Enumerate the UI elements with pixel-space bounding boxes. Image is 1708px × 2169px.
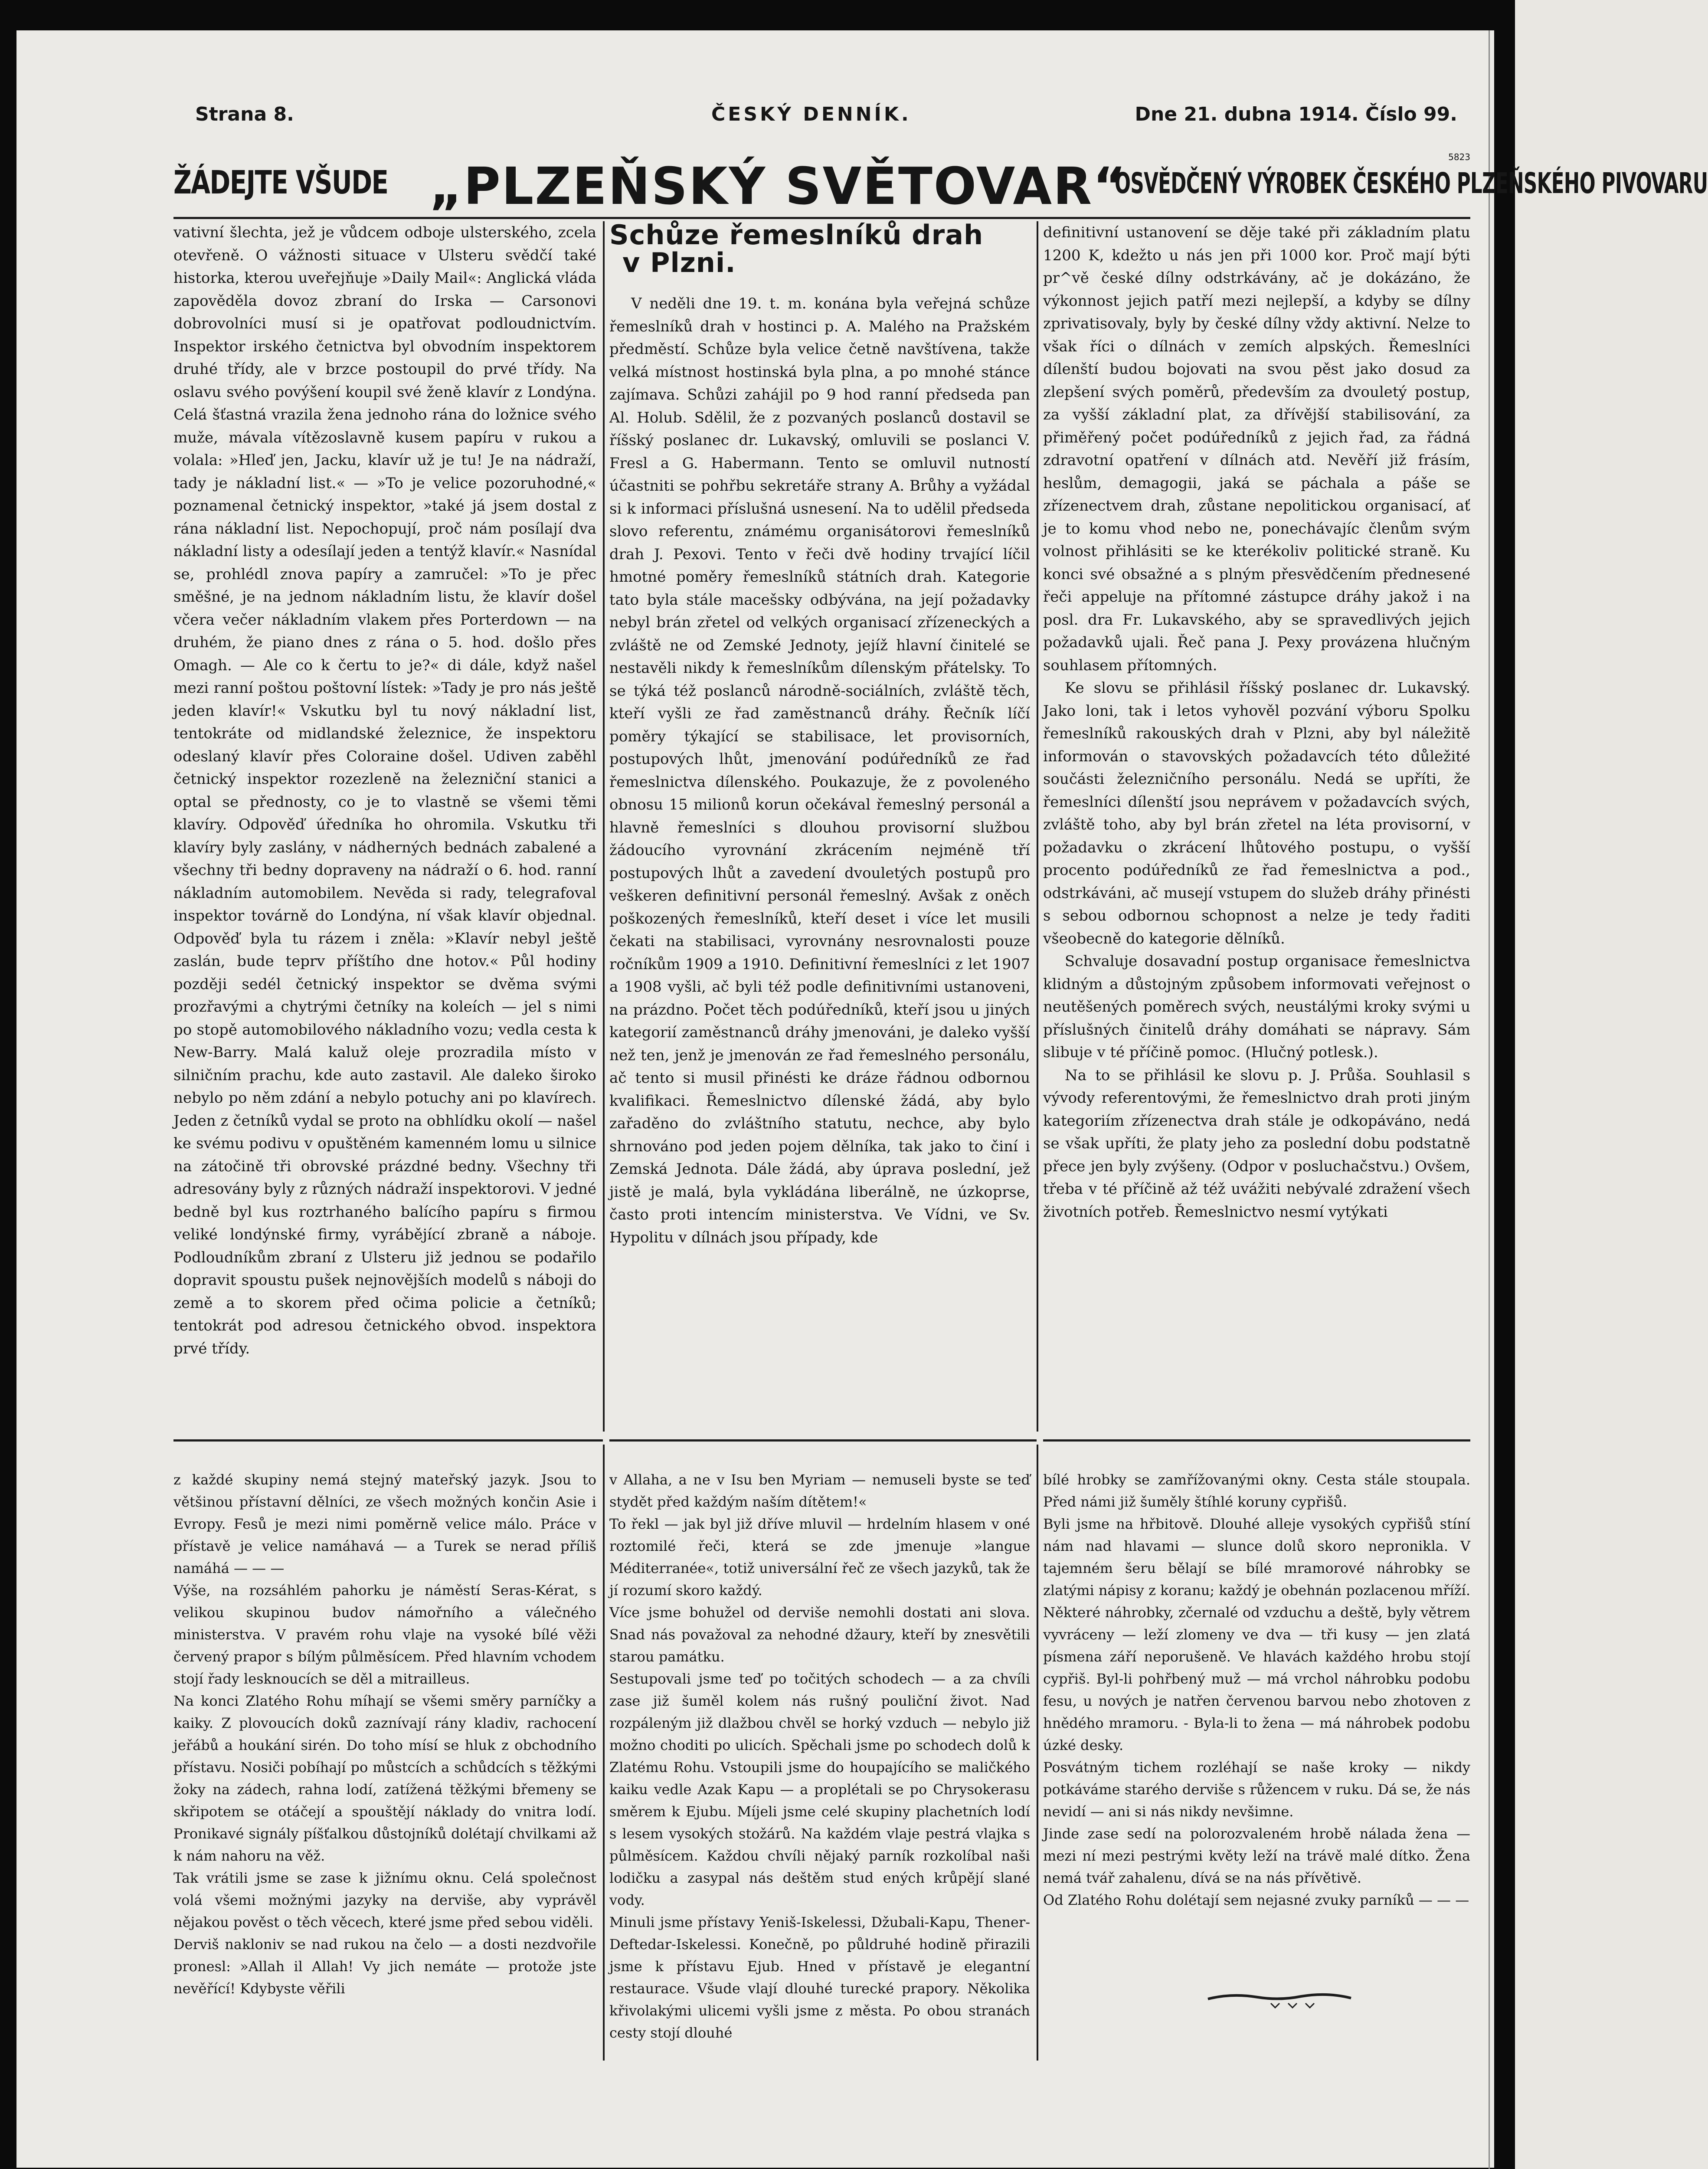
running-header bbox=[187, 103, 1457, 134]
column-rule-1 bbox=[603, 221, 605, 1432]
column-rule-4 bbox=[1037, 1445, 1038, 2061]
advertisement-banner bbox=[173, 152, 1708, 221]
feuilleton-right-text: bílé hrobky se zamřížovanými okny. Cesta stále stoupala. Před námi již šuměly štíhlé koruny cypřišů. Byli jsme na hřbitově. Dlouhé alleje vysokých cypřišů stíní nám nad hlavami — slunce dolů skoro nepronikla. V tajemném šeru bělají se bílé mramorové náhrobky se zlatými nápisy z koranu; každý je obehnán pozlacenou mříží. Některé náhrobky, zčernalé od vzduchu a deště, byly větrem vyvráceny — leží zlomeny ve dva — tři kusy — jen zlatá písmena září neporušeně. Ve hlavách každého hrobu stojí cypřiš. Byl-li pohřbený muž — má vrchol náhrobku podobu fesu, u nových je natřen červenou barvou nebo zhotoven z hnědého mramoru. - Byla-li to žena — má náhrobek podobu úzké desky. Posvátným tichem rozléhají se naše kroky — nikdy potkáváme starého derviše s růžencem v ruku. Dá se, že nás nevidí — ani si nás nikdy nevšimne. Jinde zase sedí na polorozvaleném hrobě nálada žena — mezi ní mezi pestrými květy leží na trávě malé dítko. Žena nemá tvář zahalenu, dívá se na nás přívětivě. Od Zlatého Rohu dolétají sem nejasné zvuky parníků — — — bbox=[1043, 1471, 1470, 1908]
section-rule-left bbox=[173, 1439, 603, 1442]
banner-corner-number: 5823 bbox=[1448, 152, 1470, 162]
article-title-line2: v Plzni. bbox=[622, 247, 736, 278]
banner-brand: „PLZEŇSKÝ SVĚTOVAR“ bbox=[429, 156, 1127, 216]
issue-date: Dne 21. dubna 1914. Číslo 99. bbox=[1135, 103, 1457, 125]
middle-column bbox=[609, 221, 1030, 1249]
column-rule-3 bbox=[603, 1445, 605, 2061]
right-column bbox=[1043, 221, 1470, 1223]
article-title-line1: Schůze řemeslníků drah bbox=[609, 219, 984, 251]
feuilleton-right-column bbox=[1043, 1447, 1470, 1933]
left-column-text: vativní šlechta, jež je vůdcem odboje ulsterského, zcela otevřeně. O vážnosti situace v Ulsteru svědčí také historka, kterou uveřejňuje »Daily Mail«: Anglická vláda zapověděla dovoz zbraní do Irska — Carsonovi dobrovolníci musí si je opatřovat podloudnictvím. Inspektor irského četnictva byl obvodním inspektorem druhé třídy, ale v brzce postoupil do prvé třídy. Na oslavu svého povýšení koupil své ženě klavír z Londýna. Celá šťastná vrazila žena jednoho rána do ložnice svého muže, mávala vítězoslavně kusem papíru v rukou a volala: »Hleď jen, Jacku, klavír už je tu! Je na nádraží, tady je nákladní list.« — »To je velice pozoruhodné,« poznamenal četnický inspektor, »také já jsem dostal z rána nákladní list. Nepochopují, proč nám posílají dva nákladní listy a odesílají jeden a tentýž klavír.« Nasnídal se, prohlédl znova papíry a zamručel: »To je přec směšné, je na jednom nákladním listu, že klavír došel včera večer nákladním vlakem přes Porterdown — na druhém, že piano dnes z rána o 5. hod. došlo přes Omagh. — Ale co k čertu to je?« di dále, když našel mezi ranní poštou poštovní lístek: »Tady je pro nás ještě jeden klavír!« Vskutku byl tu nový nákladní list, tentokráte od midlandské železnice, že inspektoru odeslaný klavír přes Coloraine došel. Udiven zaběhl četnický inspektor rozezleně na železniční stanici a optal se přednosty, co je to vlastně se všemi těmi klavíry. Odpověď úředníka ho ohromila. Vskutku tři klavíry byly zaslány, v nádherných bednách zabalené a všechny tři bedny dopraveny na nádraží o 6. hod. ranní nákladním automobilem. Nevěda si rady, telegrafoval inspektor továrně do Londýna, ní však klavír objednal. Odpověď byla tu rázem i zněla: »Klavír nebyl ještě zaslán, bude teprv příštího dne hotov.« Půl hodiny později sedél četnický inspektor se dvěma svými prozřavými a chytrými četníky na koleích — jel s nimi po stopě automobilového nákladního vozu; vedla cesta k New-Barry. Malá kaluž oleje prozradila místo v silničním prachu, kde auto zastavil. Ale daleko široko nebylo po něm zdání a nebylo potuchy ani po klavírech. Jeden z četníků vydal se proto na obhlídku okolí — našel ke svému podivu v opuštěném kamenném lomu u silnice na zátočině tři obrovské prázdné bedny. Všechny tři adresovány byly z různých nádraží inspektorovi. V jedné bedně byl kus roztrhaného balícího papíru s firmou veliké londýnské firmy, vyrábějící zbraně a náboje. Podloudníkům zbraní z Ulsteru již jednou se podařilo dopravit spoustu pušek nejnovějších modelů s náboji do země a to skorem před očima policie a četníků; tentokrát pod adresou četnického obvod. inspektora prvé třídy. bbox=[173, 224, 596, 1357]
page-number: Strana 8. bbox=[195, 103, 294, 125]
banner-right-text: OSVĚDČENÝ VÝROBEK ČESKÉHO PLZEŇSKÉHO PIVOVARU bbox=[1115, 167, 1708, 200]
banner-left-text: ŽÁDEJTE VŠUDE bbox=[173, 164, 388, 201]
scan-border-left bbox=[0, 0, 16, 2169]
left-column bbox=[173, 221, 596, 1360]
right-paragraph-3: Schvaluje dosavadní postup organisace řemeslnictva klidným a důstojným způsobem informovati veřejnost o neutěšených poměrech svých, neustálými kroky svými u příslušných činitelů dráhy domáhati se nápravy. Sám slibuje v té příčině pomoc. (Hlučný potlesk.). bbox=[1043, 953, 1470, 1061]
feuilleton-middle-column bbox=[609, 1447, 1030, 2066]
right-paragraph-1: definitivní ustanovení se děje také při základním platu 1200 K, kdežto u nás jen při 1000 kor. Proč mají býti pr^vě české dílny odstrkávány, ač je dokázáno, že výkonnost jejich patří mezi nejlepší, a kdyby se dílny zprivatisovaly, byly by české dílny vždy aktivní. Nelze to však říci o dílnách v zemích alpských. Řemeslníci dílenští budou bojovati na svou pěst jako dosud za zlepšení svých poměrů, především za dvouletý postup, za vyšší základní plat, za dřívější stabilisování, za přiměřený počet podúředníků z jejich řad, za řádná zdravotní opatření v dílnách atd. Nevěří již frásím, heslům, demagogii, jaká se páchala a páše se zřízenectvem drah, zůstane nepolitickou organisací, ať je to komu vhod nebo ne, ponechávajíc členům svým volnost přihlásiti se ke kterékoliv politické straně. Ku konci své obsažné a s plným přesvědčením přednesené řeči appeluje na přítomné zástupce dráhy jakož i na posl. dra Fr. Lukavského, aby se spravedlivých jejich požadavků ujali. Řeč pana J. Pexy provázena hlučným souhlasem přítomných. bbox=[1043, 224, 1470, 674]
section-rule-right bbox=[1043, 1439, 1470, 1442]
right-paragraph-2: Ke slovu se přihlásil říšský poslanec dr. Lukavský. Jako loni, tak i letos vyhověl pozvání výboru Spolku řemeslníků rakouských drah v Plzni, aby byl náležitě informován o stavovských požadavcích této důležité součásti železničního personálu. Nedá se upříti, že řemeslníci dílenští jsou neprávem v požadavcích svých, zvláště toho, aby byl brán zřetel na léta provisorní, v požadavku o zkrácení lhůtového postupu, o vyšší procento podúředníků ze řad řemeslnictva a pod., odstrkáváni, ač musejí vstupem do služeb dráhy přinésti s sebou odbornou schopnost a nelze je tedy řaditi všeobecně do kategorie dělníků. bbox=[1043, 679, 1470, 947]
page-edge bbox=[1489, 30, 1490, 2169]
column-rule-2 bbox=[1037, 221, 1038, 1432]
feuilleton-middle-text: v Allaha, a ne v Isu ben Myriam — nemuseli byste se teď stydět před každým naším dítětem!« To řekl — jak byl již dříve mluvil — hrdelním hlasem v oné roztomilé řeči, která se zde jmenuje »langue Méditerranée«, totiž universální řeč ze všech jazyků, tak že jí rozumí skoro každý. Více jsme bohužel od derviše nemohli dostati ani slova. Snad nás považoval za nehodné džaury, kteří by znesvětili starou památku. Sestupovali jsme teď po točitých schodech — a za chvíli zase již šuměl kolem nás rušný pouliční život. Nad rozpáleným již dlažbou chvěl se horký vzduch — nebylo již možno choditi po ulicích. Spěchali jsme po schodech dolů k Zlatému Rohu. Vstoupili jsme do houpajícího se maličkého kaiku vedle Azak Kapu — a proplétali se po Chrysokerasu směrem k Ejubu. Míjeli jsme celé skupiny plachetních lodí s lesem vysokých stožárů. Na každém vlaje pestrá vlajka s půlměsícem. Každou chvíli nějaký parník rozkolíbal naši lodičku a zasypal nás deštěm stud ených krůpějí slané vody. Minuli jsme přístavy Yeniš-Iskelessi, Džubali-Kapu, Thener-Deftedar-Iskelessi. Konečně, po půldruhé hodině přirazili jsme k přístavu Ejub. Hned v přístavě je elegantní restaurace. Všude vlají dlouhé turecké prapory. Několika křivolakými ulicemi vyšli jsme z města. Po obou stranách cesty stojí dlouhé bbox=[609, 1471, 1030, 2041]
feuilleton-left-text: z každé skupiny nemá stejný mateřský jazyk. Jsou to většinou přístavní dělníci, ze všech možných končin Asie i Evropy. Fesů je mezi nimi poměrně velice málo. Práce v přístavě je velice namáhavá — a Turek se nerad příliš namáhá — — — Výše, na rozsáhlém pahorku je náměstí Seras-Kérat, s velikou skupinou budov námořního a válečného ministerstva. V pravém rohu vlaje na vysoké bílé věži červený prapor s bílým půlměsícem. Před hlavním vchodem stojí řady lesknoucích se děl a mitrailleus. Na konci Zlatého Rohu míhají se všemi směry parníčky a kaiky. Z plovoucích doků zaznívají rány kladiv, rachocení jeřábů a houkání sirén. Do toho mísí se hluk z obchodního přístavu. Nosiči pobíhají po můstcích a schůdcích s těžkými žoky na zádech, rahna lodí, zatížená těžkými břemeny se skřipotem se otáčejí a spouštějí náklady do vnitra lodí. Pronikavé signály píšťalkou důstojníků dolétají chvilkami až k nám nahoru na věž. Tak vrátili jsme se zase k jižnímu oknu. Celá společnost volá všemi možnými jazyky na derviše, aby vyprávěl nějakou pověst o těch věcech, které jsme před sebou viděli. Derviš nakloniv se nad rukou na čelo — a dosti nezdvořile pronesl: »Allah il Allah! Vy jich nemáte — protože jste nevěřící! Kdybyste věřili bbox=[173, 1471, 596, 1997]
scan-border-right bbox=[1494, 0, 1515, 2169]
section-rule-middle bbox=[609, 1439, 1037, 1442]
newspaper-title: ČESKÝ DENNÍK. bbox=[711, 103, 911, 125]
end-ornament bbox=[1206, 1990, 1353, 2008]
scan-border-top bbox=[0, 0, 1515, 30]
feuilleton-left-column bbox=[173, 1447, 596, 2022]
right-paragraph-4: Na to se přihlásil ke slovu p. J. Průša. Souhlasil s vývody referentovými, že řemeslnictvo drah proti jiným kategoriím zřízenectva drah stále je odkopáváno, nedá se však upříti, že platy jeho za poslední dobu podstatně přece jen byly zvýšeny. (Odpor v posluchačstvu.) Ovšem, třeba v té příčině až též uvážiti nebývalé zdražení všech životních potřeb. Řemeslnictvo nesmí vytýkati bbox=[1043, 1066, 1470, 1221]
middle-column-text: V neděli dne 19. t. m. konána byla veřejná schůze řemeslníků drah v hostinci p. A. Malého na Pražském předměstí. Schůze byla velice četně navštívena, takže velká místnost hostinská byla plna, a po mnohé stánce zajímava. Schůzi zahájil po 9 hod ranní předseda pan Al. Holub. Sdělil, že z pozvaných poslanců dostavil se říšský poslanec dr. Lukavský, omluvili se poslanci V. Fresl a G. Habermann. Tento se omluvil nutností účastniti se pohřbu sekretáře strany A. Brůhy a vyžádal si k informaci příslušná usnesení. Na to udělil předseda slovo referentu, známému organisátorovi řemeslníků drah J. Pexovi. Tento v řeči dvě hodiny trvající líčil hmotné poměry řemeslníků státních drah. Kategorie tato byla stále macešsky odbývána, na její požadavky nebyl brán zřetel od velkých organisací zřízeneckých a zvláště ne od Zemské Jednoty, jejíž hlavní činitelé se nestavěli nikdy k řemeslníkům dílenským přátelsky. To se týká též poslanců národně-sociálních, zvláště těch, kteří vyšli ze řad zaměstnanců dráhy. Řečník líčí poměry týkající se stabilisace, let provisorních, postupových lhůt, jmenování podúředníků ze řad řemeslnictva dílenského. Poukazuje, že z povoleného obnosu 15 milionů korun očekával řemeslný personál a hlavně řemeslníci s dlouhou provisorní službou žádoucího vyrovnání zkrácením nejméně tří postupových lhůt a zavedení dvouletých postupů pro veškeren definitivní personál řemeslný. Avšak z oněch poškozených řemeslníků, kteří deset i více let musili čekati na stabilisaci, vyrovnány nesrovnalosti pouze ročníkům 1909 a 1910. Definitivní řemeslníci z let 1907 a 1908 vyšli, ač byli též podle definitivními ustanoveni, na prázdno. Počet těch podúředníků, kteří jsou u jiných kategorií zaměstnanců dráhy jmenováni, je daleko vyšší než ten, jenž je jmenován ze řad řemeslného personálu, ač tento si musil přinésti ke dráze řádnou odbornou kvalifikaci. Řemeslnictvo dílenské žádá, aby bylo zařaděno do zvláštního statutu, nechce, aby bylo shrnováno pod jeden pojem dělníka, tak jako to činí i Zemská Jednota. Dále žádá, aby úprava poslední, jež jistě je malá, byla vykládána liberálně, ne úzkoprse, často proti intencím ministerstva. Ve Vídni, ve Sv. Hypolitu v dílnách jsou případy, kde bbox=[609, 295, 1030, 1246]
